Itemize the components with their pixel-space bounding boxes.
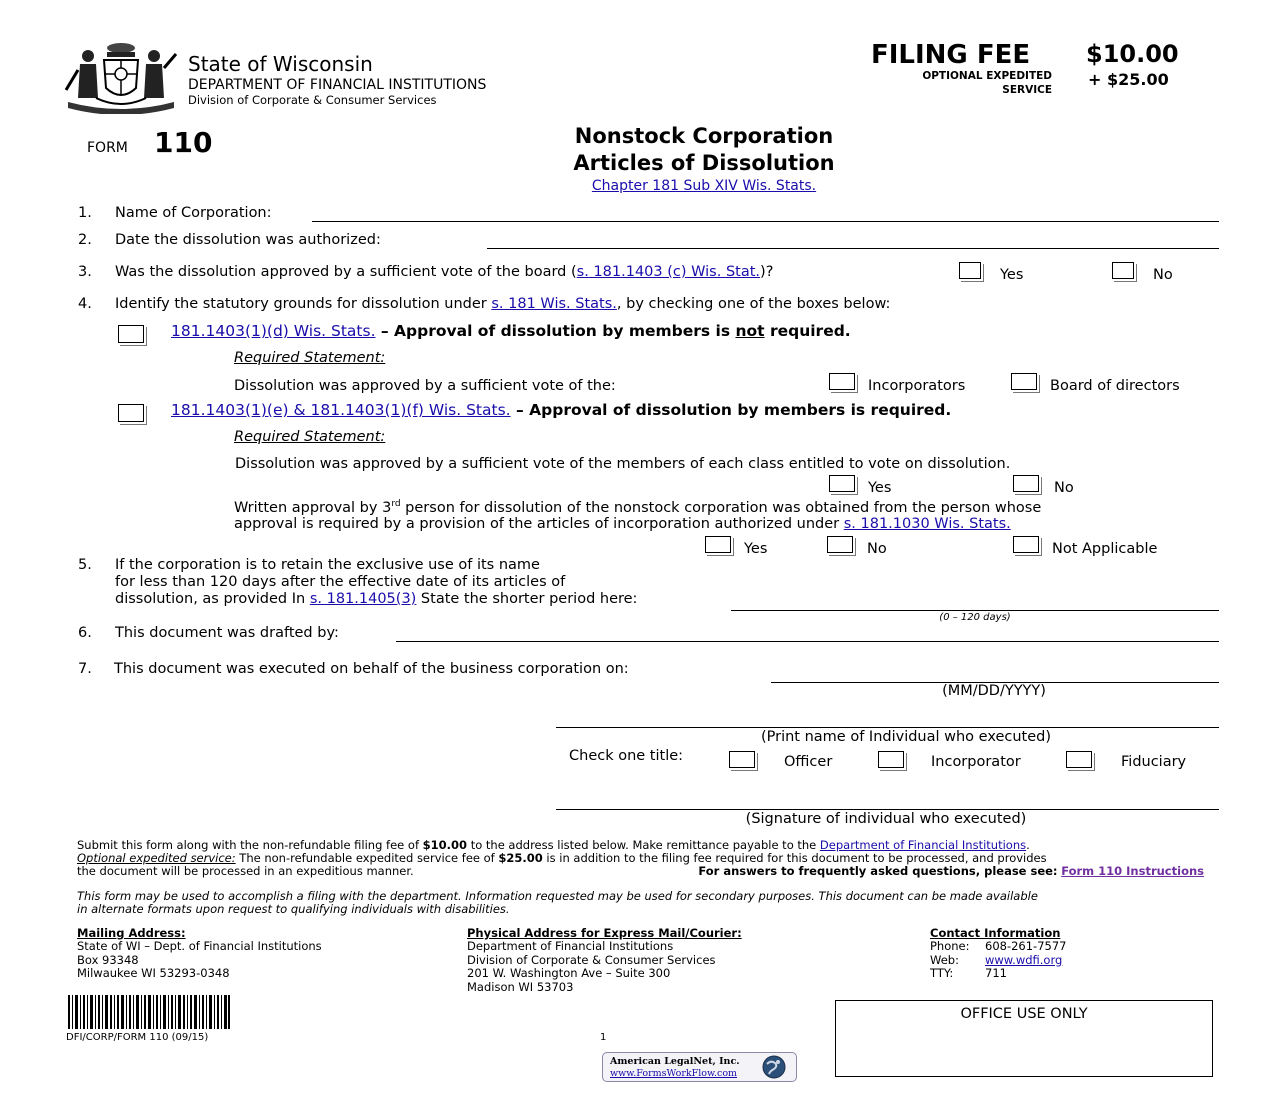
physical-address-3: 201 W. Washington Ave – Suite 300 bbox=[467, 966, 671, 980]
board-vote-no-checkbox[interactable] bbox=[1112, 262, 1134, 279]
submit-pre: Submit this form along with the non-refundable filing fee of bbox=[77, 838, 423, 852]
members-vote-no-label: No bbox=[1054, 480, 1074, 496]
physical-address-2: Division of Corporate & Consumer Services bbox=[467, 953, 716, 967]
third-person-no-checkbox[interactable] bbox=[827, 536, 853, 553]
office-use-label: OFFICE USE ONLY bbox=[960, 1006, 1088, 1022]
name-of-corporation-field[interactable] bbox=[312, 221, 1219, 222]
physical-address-title: Physical Address for Express Mail/Courier: bbox=[467, 926, 742, 940]
incorporators-checkbox[interactable] bbox=[829, 373, 855, 390]
shorter-period-hint: (0 – 120 days) bbox=[939, 612, 1011, 623]
optional-pre: The non-refundable expedited service fee of bbox=[235, 851, 499, 865]
item-7-number: 7. bbox=[78, 661, 92, 677]
written-approval-line-1 bbox=[234, 499, 1041, 516]
option-a-not: not bbox=[735, 322, 765, 340]
members-vote-no-checkbox[interactable] bbox=[1013, 475, 1039, 492]
option-b-statement: Dissolution was approved by a sufficient vote of the members of each class entitled to vote on dissolution. bbox=[235, 456, 1011, 472]
page-number: 1 bbox=[600, 1032, 607, 1043]
name-retention-line-2: for less than 120 days after the effective date of its articles of bbox=[115, 574, 566, 590]
signature-hint: (Signature of individual who executed) bbox=[745, 811, 1027, 827]
option-a-checkbox[interactable] bbox=[118, 325, 144, 343]
drafted-by-label: This document was drafted by: bbox=[115, 625, 339, 641]
web-label: Web: bbox=[930, 953, 959, 967]
vendor-url[interactable]: www.FormsWorkFlow.com bbox=[610, 1068, 738, 1079]
item-5-number: 5. bbox=[78, 557, 92, 573]
disclaimer-1: This form may be used to accomplish a filing with the department. Information requested may be used for secondary purposes. This document can be made available bbox=[77, 889, 1038, 903]
expedited-label-2: SERVICE bbox=[1002, 84, 1052, 96]
expedited-line-2: the document will be processed in an expeditious manner. bbox=[77, 864, 414, 878]
members-vote-yes-checkbox[interactable] bbox=[829, 475, 855, 492]
option-a-statement: Dissolution was approved by a sufficient vote of the: bbox=[234, 378, 616, 394]
check-one-title-label: Check one title: bbox=[569, 748, 684, 764]
disclaimer-2: in alternate formats upon request to qualifying individuals with disabilities. bbox=[77, 902, 510, 916]
dfi-link[interactable]: Department of Financial Institutions bbox=[819, 838, 1027, 852]
barcode bbox=[68, 995, 230, 1029]
name-retention-post: State the shorter period here: bbox=[416, 591, 638, 607]
submit-fee: $10.00 bbox=[422, 838, 468, 852]
statutory-grounds-question bbox=[115, 296, 890, 312]
name-retention-line-1: If the corporation is to retain the exclusive use of its name bbox=[115, 557, 540, 573]
executed-date-hint: (MM/DD/YYYY) bbox=[942, 683, 1046, 699]
drafted-by-field[interactable] bbox=[396, 641, 1219, 642]
tty-value: 711 bbox=[985, 966, 1007, 980]
s-181-1405-3-link[interactable]: s. 181.1405(3) bbox=[309, 591, 417, 607]
option-b-heading bbox=[171, 401, 951, 419]
option-a-required-statement: Required Statement: bbox=[234, 350, 386, 366]
board-vote-question-pre: Was the dissolution approved by a sufficient vote of the board ( bbox=[115, 264, 577, 280]
fiduciary-checkbox[interactable] bbox=[1066, 751, 1092, 768]
physical-address-4: Madison WI 53703 bbox=[467, 980, 574, 994]
form-code: DFI/CORP/FORM 110 (09/15) bbox=[66, 1032, 209, 1043]
optional-label: Optional expedited service: bbox=[77, 851, 236, 865]
third-person-yes-checkbox[interactable] bbox=[705, 536, 731, 553]
state-name: State of Wisconsin bbox=[188, 52, 373, 76]
vendor-name: American LegalNet, Inc. bbox=[610, 1056, 740, 1067]
option-b-checkbox[interactable] bbox=[118, 404, 144, 422]
form-title-1: Nonstock Corporation bbox=[574, 124, 834, 148]
mailing-address-title: Mailing Address: bbox=[77, 926, 186, 940]
item-6-number: 6. bbox=[78, 625, 92, 641]
option-a-text-2: required. bbox=[764, 322, 851, 340]
contact-info-title: Contact Information bbox=[930, 926, 1061, 940]
physical-address-1: Department of Financial Institutions bbox=[467, 939, 674, 953]
mailing-address-1: State of WI – Dept. of Financial Institutions bbox=[77, 939, 322, 953]
filing-fee-label: FILING FEE bbox=[871, 40, 1031, 70]
s-181-1030-link[interactable]: s. 181.1030 Wis. Stats. bbox=[843, 516, 1011, 532]
expedited-instructions bbox=[77, 851, 1047, 865]
members-vote-yes-label: Yes bbox=[868, 480, 892, 496]
written-approval-line-2 bbox=[234, 516, 1011, 532]
option-a-text-1: – Approval of dissolution by members is bbox=[375, 322, 736, 340]
item-1-number: 1. bbox=[78, 205, 92, 221]
optional-post: is in addition to the filing fee required for this document to be processed, and provides bbox=[542, 851, 1047, 865]
statutory-grounds-post: , by checking one of the boxes below: bbox=[616, 296, 891, 312]
name-retention-line-3 bbox=[115, 591, 637, 607]
fiduciary-label: Fiduciary bbox=[1121, 754, 1187, 770]
statutory-grounds-pre: Identify the statutory grounds for dissolution under bbox=[115, 296, 492, 312]
written-approval-1b: person for dissolution of the nonstock corporation was obtained from the person whose bbox=[400, 499, 1042, 516]
option-a-heading bbox=[171, 322, 851, 340]
option-b-required-statement: Required Statement: bbox=[234, 429, 386, 445]
division-name: Division of Corporate & Consumer Services bbox=[188, 93, 437, 107]
third-person-yes-label: Yes bbox=[744, 541, 768, 557]
submit-end: . bbox=[1026, 838, 1030, 852]
board-vote-question-post: )? bbox=[760, 264, 774, 280]
signature-field[interactable] bbox=[556, 809, 1219, 810]
name-of-corporation-label: Name of Corporation: bbox=[115, 205, 272, 221]
officer-checkbox[interactable] bbox=[729, 751, 755, 768]
print-name-field[interactable] bbox=[556, 727, 1219, 728]
department-name: DEPARTMENT OF FINANCIAL INSTITUTIONS bbox=[188, 77, 487, 93]
form-title-2: Articles of Dissolution bbox=[573, 151, 835, 175]
filing-fee-amount: $10.00 bbox=[1086, 40, 1179, 68]
name-retention-pre: dissolution, as provided In bbox=[115, 591, 310, 607]
form-label: FORM bbox=[87, 140, 128, 156]
s-181-1403-1-e-f-link[interactable]: 181.1403(1)(e) & 181.1403(1)(f) Wis. Stats. bbox=[171, 401, 511, 419]
written-approval-2: approval is required by a provision of the articles of incorporation authorized under bbox=[234, 516, 844, 532]
chapter-link[interactable]: Chapter 181 Sub XIV Wis. Stats. bbox=[591, 178, 817, 194]
board-vote-no-label: No bbox=[1153, 267, 1173, 283]
board-of-directors-label: Board of directors bbox=[1050, 378, 1180, 394]
state-seal bbox=[62, 40, 180, 114]
form-110-instructions-link[interactable]: Form 110 Instructions bbox=[1061, 864, 1204, 878]
vendor-badge[interactable] bbox=[602, 1052, 797, 1082]
incorporators-label: Incorporators bbox=[868, 378, 966, 394]
submit-mid: to the address listed below. Make remittance payable to the bbox=[467, 838, 820, 852]
board-vote-yes-label: Yes bbox=[1000, 267, 1024, 283]
mailing-address-2: Box 93348 bbox=[77, 953, 139, 967]
officer-label: Officer bbox=[784, 754, 833, 770]
item-4-number: 4. bbox=[78, 296, 92, 312]
third-person-no-label: No bbox=[867, 541, 887, 557]
item-3-number: 3. bbox=[78, 264, 92, 280]
phone-value: 608-261-7577 bbox=[985, 939, 1067, 953]
board-vote-question bbox=[115, 264, 773, 280]
optional-fee: $25.00 bbox=[498, 851, 543, 865]
tty-label: TTY: bbox=[930, 966, 954, 980]
dissolution-date-field[interactable] bbox=[487, 248, 1219, 249]
s-181-link[interactable]: s. 181 Wis. Stats. bbox=[491, 296, 617, 312]
faq-line bbox=[698, 864, 1204, 878]
faq-text: For answers to frequently asked questions, please see: bbox=[698, 864, 1058, 878]
written-approval-1a: Written approval by 3 bbox=[234, 499, 392, 516]
web-link[interactable]: www.wdfi.org bbox=[985, 953, 1063, 967]
expedited-amount: + $25.00 bbox=[1088, 70, 1169, 89]
submit-instructions bbox=[77, 838, 1030, 852]
globe-icon bbox=[761, 1054, 787, 1080]
item-2-number: 2. bbox=[78, 232, 92, 248]
executed-on-label: This document was executed on behalf of the business corporation on: bbox=[114, 661, 629, 677]
incorporator-label: Incorporator bbox=[931, 754, 1021, 770]
phone-label: Phone: bbox=[930, 939, 970, 953]
s-181-1403-c-link[interactable]: s. 181.1403 (c) Wis. Stat. bbox=[576, 264, 761, 280]
print-name-hint: (Print name of Individual who executed) bbox=[760, 729, 1052, 745]
s-181-1403-1-d-link[interactable]: 181.1403(1)(d) Wis. Stats. bbox=[171, 322, 376, 340]
form-number: 110 bbox=[154, 126, 213, 159]
dissolution-date-label: Date the dissolution was authorized: bbox=[115, 232, 381, 248]
written-approval-sup: rd bbox=[391, 499, 401, 509]
third-person-na-checkbox[interactable] bbox=[1013, 536, 1039, 553]
option-b-text: – Approval of dissolution by members is required. bbox=[510, 401, 952, 419]
incorporator-checkbox[interactable] bbox=[878, 751, 904, 768]
expedited-label-1: OPTIONAL EXPEDITED bbox=[922, 70, 1052, 82]
shorter-period-field[interactable] bbox=[731, 610, 1219, 611]
board-vote-yes-checkbox[interactable] bbox=[959, 262, 981, 279]
mailing-address-3: Milwaukee WI 53293-0348 bbox=[77, 966, 230, 980]
board-of-directors-checkbox[interactable] bbox=[1011, 373, 1037, 390]
third-person-na-label: Not Applicable bbox=[1052, 541, 1158, 557]
